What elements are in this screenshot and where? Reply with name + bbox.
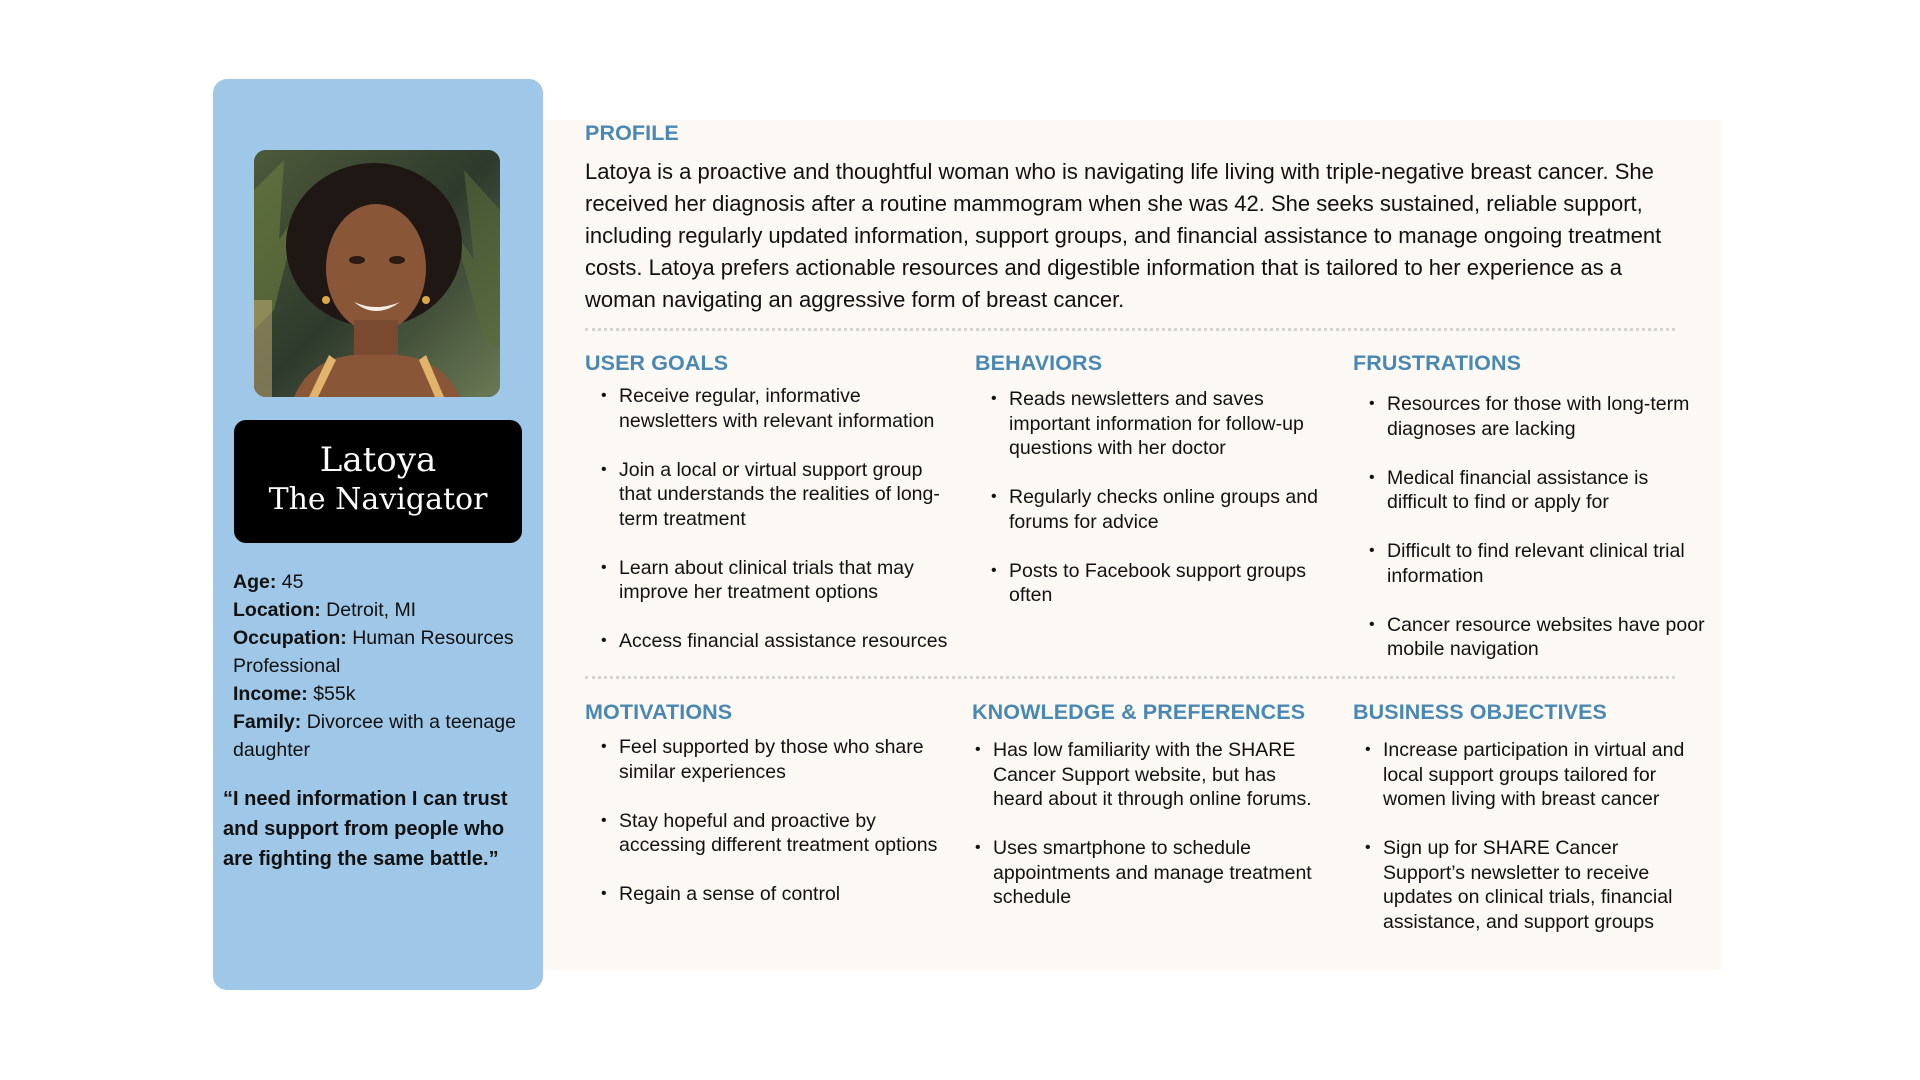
fact-location: Location: Detroit, MI xyxy=(233,599,417,621)
list-item: • Medical financial assistance is difficult to find or apply for xyxy=(1353,466,1708,515)
frustrations-list xyxy=(1353,392,1708,686)
list-item: • Feel supported by those who share similar experiences xyxy=(585,735,955,784)
user-goals-list xyxy=(585,384,960,678)
persona-photo xyxy=(254,150,500,397)
persona-name: Latoya xyxy=(319,440,437,480)
frustrations-heading: FRUSTRATIONS xyxy=(1353,351,1522,375)
divider xyxy=(585,328,1675,331)
list-item: • Receive regular, informative newsletters with relevant information xyxy=(585,384,960,433)
motivations-list xyxy=(585,735,955,931)
fact-age: Age: 45 xyxy=(233,571,304,593)
list-item: • Has low familiarity with the SHARE Cancer Support website, but has heard about it through online forums. xyxy=(959,738,1314,812)
persona-quote: “I need information I can trust and support from people who are fighting the same battle.” xyxy=(223,788,508,870)
persona-sidebar xyxy=(213,79,543,990)
fact-occupation: Occupation: Human Resources Professional xyxy=(233,627,514,677)
list-item: • Resources for those with long-term diagnoses are lacking xyxy=(1353,392,1708,441)
business-objectives-list xyxy=(1349,738,1704,959)
list-item: • Regain a sense of control xyxy=(585,882,955,907)
list-item: • Learn about clinical trials that may improve her treatment options xyxy=(585,556,960,605)
knowledge-heading: KNOWLEDGE & PREFERENCES xyxy=(972,700,1306,724)
list-item: • Join a local or virtual support group that understands the realities of long-term treatment xyxy=(585,458,960,532)
list-item: • Reads newsletters and saves important information for follow-up questions with her doctor xyxy=(975,387,1335,461)
list-item: • Cancer resource websites have poor mobile navigation xyxy=(1353,613,1708,662)
knowledge-list xyxy=(959,738,1314,934)
motivations-heading: MOTIVATIONS xyxy=(585,700,733,724)
list-item: • Difficult to find relevant clinical trial information xyxy=(1353,539,1708,588)
persona-name-card xyxy=(234,420,522,543)
portrait-photo-icon xyxy=(254,150,500,397)
profile-heading: PROFILE xyxy=(585,121,679,145)
list-item: • Regularly checks online groups and forums for advice xyxy=(975,485,1335,534)
list-item: • Uses smartphone to schedule appointments and manage treatment schedule xyxy=(959,836,1314,910)
behaviors-heading: BEHAVIORS xyxy=(975,351,1103,375)
persona-role: The Navigator xyxy=(268,482,488,517)
behaviors-list xyxy=(975,387,1335,632)
fact-income: Income: $55k xyxy=(233,683,356,705)
fact-family: Family: Divorcee with a teenage daughter xyxy=(233,711,516,761)
list-item: • Sign up for SHARE Cancer Support’s newsletter to receive updates on clinical trials, financial assistance, and support groups xyxy=(1349,836,1704,934)
list-item: • Access financial assistance resources xyxy=(585,629,960,654)
persona-facts xyxy=(233,568,533,764)
list-item: • Increase participation in virtual and local support groups tailored for women living with breast cancer xyxy=(1349,738,1704,812)
list-item: • Posts to Facebook support groups often xyxy=(975,559,1335,608)
business-objectives-heading: BUSINESS OBJECTIVES xyxy=(1353,700,1607,724)
list-item: • Stay hopeful and proactive by accessing different treatment options xyxy=(585,809,955,858)
profile-text: Latoya is a proactive and thoughtful woman who is navigating life living with triple-negative breast cancer. She received her diagnosis after a routine mammogram when she was 42. She seeks sustained, reliable support, including regularly updated information, support groups, and financial assistance to manage ongoing treatment costs. Latoya prefers actionable resources and digestible information that is tailored to her experience as a woman navigating an aggressive form of breast cancer. xyxy=(585,159,1662,312)
divider xyxy=(585,676,1675,679)
user-goals-heading: USER GOALS xyxy=(585,351,729,375)
